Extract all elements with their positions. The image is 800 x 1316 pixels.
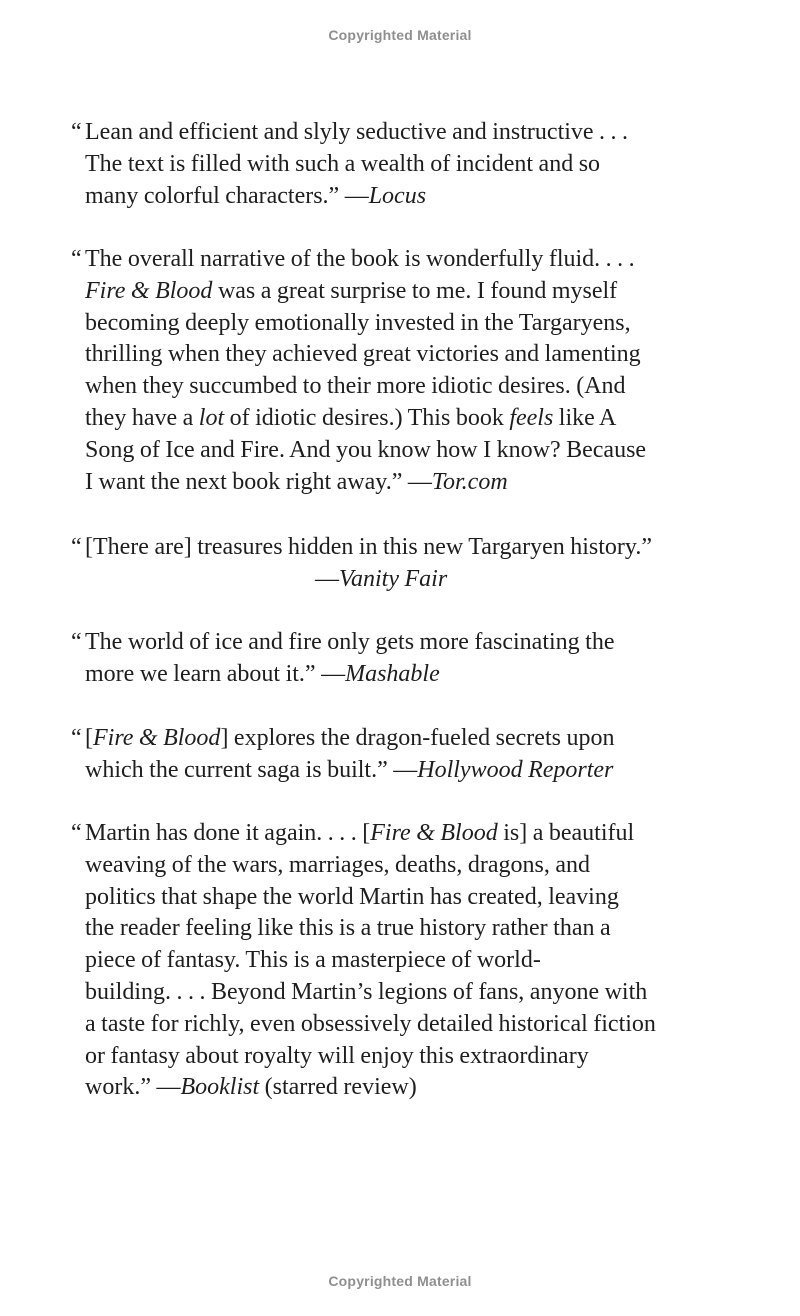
quote-line: “ The overall narrative of the book is wonderfully fluid. . . .	[85, 244, 690, 276]
quote-line: they have a lot of idiotic desires.) This book feels like A	[85, 404, 617, 431]
quote-line: Fire & Blood was a great surprise to me. I found myself	[85, 277, 618, 304]
quote-line: —Vanity Fair	[315, 565, 448, 592]
watermark-top: Copyrighted Material	[328, 27, 472, 43]
quote-line: many colorful characters.” —Locus	[85, 182, 427, 209]
quote-line: Song of Ice and Fire. And you know how I know? Because	[85, 436, 647, 463]
quote-line: a taste for richly, even obsessively detailed historical fiction	[85, 1010, 656, 1037]
quote-line: becoming deeply emotionally invested in the Targaryens,	[85, 309, 631, 336]
open-quote-mark: “	[71, 725, 82, 751]
review-quote-vanity-fair	[71, 532, 690, 596]
quote-source: Booklist	[180, 1074, 260, 1101]
quote-line: “ Martin has done it again. . . . [Fire & Blood is] a beautiful	[85, 818, 690, 850]
open-quote-mark: “	[71, 534, 82, 560]
quote-line: “ [There are] treasures hidden in this new Targaryen history.”	[85, 532, 690, 564]
quote-source: Tor.com	[431, 468, 508, 495]
quote-line: when they succumbed to their more idiotic desires. (And	[85, 373, 626, 400]
review-quote-hollywood-reporter	[71, 723, 690, 787]
book-title: Fire & Blood	[370, 820, 498, 846]
watermark-bottom: Copyrighted Material	[328, 1273, 472, 1289]
review-quote-locus	[71, 117, 690, 212]
book-title: Fire & Blood	[93, 725, 221, 751]
review-quote-mashable	[71, 627, 690, 691]
open-quote-mark: “	[71, 629, 82, 655]
quote-line: piece of fantasy. This is a masterpiece of world-	[85, 947, 541, 974]
open-quote-mark: “	[71, 119, 82, 145]
emphasis: feels	[509, 404, 554, 431]
quote-line: The text is filled with such a wealth of incident and so	[85, 150, 601, 177]
open-quote-mark: “	[71, 246, 82, 272]
quote-line: which the current saga is built.” —Hollywood Reporter	[85, 756, 614, 783]
quote-line: I want the next book right away.” —Tor.com	[85, 468, 508, 495]
quote-source: Locus	[368, 182, 427, 209]
book-title: Fire & Blood	[85, 277, 213, 304]
quote-line: thrilling when they achieved great victories and lamenting	[85, 341, 641, 368]
quote-source: Vanity Fair	[339, 565, 448, 592]
quote-line: politics that shape the world Martin has created, leaving	[85, 883, 619, 910]
quote-line: more we learn about it.” —Mashable	[85, 660, 440, 687]
review-quote-tor	[71, 244, 690, 498]
quote-line: or fantasy about royalty will enjoy this extraordinary	[85, 1042, 589, 1069]
quote-line: “ Lean and efficient and slyly seductive and instructive . . .	[85, 117, 690, 149]
quote-line: “ [Fire & Blood] explores the dragon-fueled secrets upon	[85, 723, 690, 755]
open-quote-mark: “	[71, 820, 82, 846]
quote-source: Hollywood Reporter	[417, 756, 614, 783]
review-quote-booklist	[71, 818, 690, 1104]
quote-line: building. . . . Beyond Martin’s legions of fans, anyone with	[85, 978, 648, 1005]
quote-line: “ The world of ice and fire only gets more fascinating the	[85, 627, 690, 659]
emphasis: lot	[198, 404, 225, 431]
quote-line: the reader feeling like this is a true history rather than a	[85, 915, 611, 942]
quote-line: work.” —Booklist (starred review)	[85, 1074, 417, 1101]
quote-source: Mashable	[345, 660, 440, 687]
quote-line: weaving of the wars, marriages, deaths, dragons, and	[85, 851, 590, 878]
